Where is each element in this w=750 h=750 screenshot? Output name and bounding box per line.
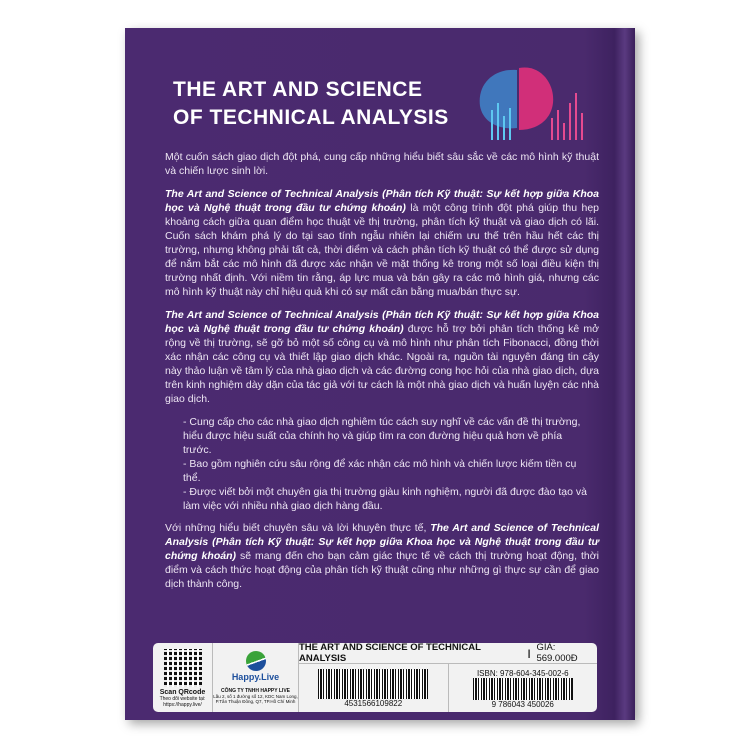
barcode-bars [318,669,428,699]
barcode-bars [473,678,573,700]
feature-item: - Bao gồm nghiên cứu sâu rộng để xác nhận các mô hình và chiến lược kiếm tiền cụ thể. [183,458,577,484]
store-barcode [299,664,448,712]
separator: | [527,647,531,659]
feature-item: - Được viết bởi một chuyên gia thị trường giàu kinh nghiệm, người đã được đào tạo và làm việc với nhiều nhà giao dịch hàng đầu. [183,486,587,512]
scan-qr-text: Scan QRcode [159,689,206,696]
paragraph-4 [165,521,599,591]
paragraph-text: Với những hiểu biết chuyên sâu và lời khuyên thực tế, [165,522,431,534]
label-book-title: THE ART AND SCIENCE OF TECHNICAL ANALYSIS [299,642,481,664]
company-address: Lầu 2, số 1 đường số 12, KDC Nam Long, P.Tân Thuận Đông, Q7, TP.Hồ Chí Minh [213,694,298,704]
isbn-barcode [448,664,598,712]
brain-right-half [519,67,553,130]
cover-title [173,76,449,132]
pink-bars [551,93,583,140]
publisher-section [213,643,299,712]
title-price-row [299,643,597,664]
isbn-text: ISBN: 978-604-345-002-6 [476,669,569,678]
qr-section [153,643,213,712]
book-title-emphasis: The Art and Science of Technical Analysis (Phân tích Kỹ thuật: Sự kết hợp giữa Khoa học và Nghệ thuật trong đầu tư chứng khoán) [165,522,599,562]
intro-paragraph: Một cuốn sách giao dịch đột phá, cung cấp những hiểu biết sâu sắc về các mô hình kỹ thuật và chiến lược sinh lời. [165,151,599,177]
website-text: Theo dõi website tại: https://happy.live/ [159,696,206,708]
feature-list [165,415,588,513]
description [165,150,599,600]
title-line-2: OF TECHNICAL ANALYSIS [173,106,449,129]
book-back-cover [125,28,635,720]
brain-chart-illustration [455,58,605,148]
paragraph-2 [165,187,599,299]
paragraph-text: sẽ mang đến cho bạn cảm giác thực tế về cách thị trường hoạt động, thời điểm và cách thức hoạt động của phân tích kỹ thuật cũng như những gì thực sự cần để giao dịch thành công. [165,550,599,590]
book-title-emphasis: The Art and Science of Technical Analysis (Phân tích Kỹ thuật: Sự kết hợp giữa Khoa học và Nghệ thuật trong đầu tư chứng khoán) [165,309,599,335]
paragraph-3 [165,308,599,406]
book-title-emphasis: The Art and Science of Technical Analysis (Phân tích Kỹ thuật: Sự kết hợp giữa Khoa học và Nghệ thuật trong đầu tư chứng khoán) [165,188,599,214]
paragraph-text: là một công trình đột phá giúp thu hẹp khoảng cách giữa quan điểm học thuật về thị trường, phân tích kỹ thuật và giao dịch có lãi. Cuốn sách khám phá lý do tại sao tính ngẫu nhiên lại chiếm ưu thế trên hầu hết các thị trường, nhưng không phải tất cả, thời điểm và cách phân tích kỹ thuật có thể được sử dụng để nắm bắt các mô hình đã được xác nhận về mặt thống kê trong một số loại điều kiện thị trường nhất định. Với niềm tin rằng, áp lực mua và bán gây ra các mô hình giá, nhưng các mô hình kỹ thuật này chỉ hiệu quả khi có sự mất cân bằng mua/bán thực sự. [165,202,599,298]
feature-item: - Cung cấp cho các nhà giao dịch nghiêm túc cách suy nghĩ về các vấn đề thị trường, hiểu được hiệu suất của chính họ và giúp tìm ra con đường hiệu quả hơn về phía trước. [183,416,581,456]
price-barcode-label [153,643,597,712]
price: GIÁ: 569.000Đ [536,642,578,664]
qr-code[interactable] [164,649,202,687]
brand-name: Happy.Live [231,672,280,682]
company-name: CÔNG TY TNHH HAPPY LIVE [221,688,290,694]
barcode-section [299,643,597,712]
barcode-number: 4531566109822 [344,699,403,708]
happy-live-logo-icon [246,651,266,671]
isbn-barcode-number: 9 786043 450026 [491,700,554,709]
title-line-1: THE ART AND SCIENCE [173,78,423,101]
paragraph-text: được hỗ trợ bởi phân tích thống kê mở rộng về thị trường, sẽ gỡ bỏ một số công cụ và mô hình như phân tích Fibonacci, đồng thời xác nhận các công cụ và thiết lập giao dịch khác. Ngoài ra, nguồn tài nguyên đáng tin cậy này thảo luận về tâm lý của nhà giao dịch và các đường cong học hỏi của nhà giao dịch, dựa trên kinh nghiệm dày dặn của tác giả với tư cách là một nhà giao dịch và huấn luyện các nhà giao dịch. [165,323,600,405]
